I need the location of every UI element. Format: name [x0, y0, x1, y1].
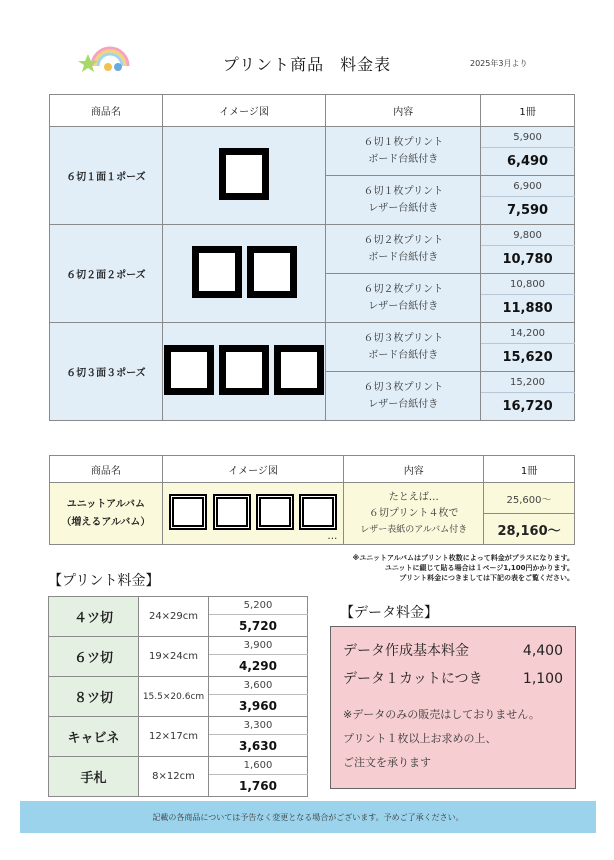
print-dimensions: 15.5×20.6cm: [139, 677, 209, 717]
product-description: ６切１枚プリント レザー台紙付き: [326, 176, 481, 225]
column-header: 商品名: [50, 95, 163, 127]
data-cut-fee: [343, 665, 563, 693]
print-size: ８ツ切: [49, 677, 139, 717]
price-with-tax: 3,630: [209, 735, 308, 757]
data-base-label: データ作成基本料金: [343, 643, 469, 659]
price-regular: 25,600～: [484, 483, 575, 514]
album-price-table: [49, 455, 575, 545]
print-fee-table: [48, 596, 308, 797]
table-row: [49, 597, 308, 615]
price-with-tax: 16,720: [481, 393, 575, 421]
album-page-icon: [256, 494, 294, 530]
data-fee-box: [330, 626, 576, 789]
product-description: ６切３枚プリント レザー台紙付き: [326, 372, 481, 421]
table-row: [50, 225, 575, 246]
product-image: [162, 483, 344, 545]
print-frame-icon: [164, 345, 214, 395]
product-image: [162, 127, 326, 225]
table-row: [50, 323, 575, 344]
data-base-price: 4,400: [522, 643, 563, 659]
print-dimensions: 12×17cm: [139, 717, 209, 757]
price-with-tax: 7,590: [481, 197, 575, 225]
album-notes: ※ユニットアルバムはプリント枚数によって料金がプラスになります。 ユニットに綴じて貼る場合は１ページ1,100円かかります。 プリント料金につきましては下記の表をご覧ください。: [352, 554, 574, 582]
price-regular: 14,200: [481, 323, 575, 344]
print-frame-icon: [192, 246, 242, 298]
column-header: 商品名: [50, 456, 163, 483]
price-regular: 6,900: [481, 176, 575, 197]
print-fee-heading: 【プリント料金】: [48, 573, 160, 589]
table-row: [50, 483, 575, 514]
product-description: たとえば… ６切プリント４枚で レザー表紙のアルバム付き: [344, 483, 484, 545]
page-title: プリント商品 料金表: [222, 55, 392, 74]
data-base-fee: [343, 637, 563, 665]
print-frame-icon: [219, 148, 269, 200]
price-regular: 15,200: [481, 372, 575, 393]
product-name: ユニットアルバム （増えるアルバム）: [50, 483, 163, 545]
print-dimensions: 8×12cm: [139, 757, 209, 797]
data-fee-heading: 【データ料金】: [340, 605, 438, 621]
ellipsis-icon: …: [327, 531, 338, 542]
album-page-icon: [213, 494, 251, 530]
table-header-row: [50, 456, 575, 483]
price-regular: 3,300: [209, 717, 308, 735]
print-size: 手札: [49, 757, 139, 797]
product-name: ６切３面３ポーズ: [50, 323, 163, 421]
print-size: ４ツ切: [49, 597, 139, 637]
price-with-tax: 1,760: [209, 775, 308, 797]
price-with-tax: 3,960: [209, 695, 308, 717]
column-header: 内容: [326, 95, 481, 127]
product-image: [162, 323, 326, 421]
product-description: ６切２枚プリント レザー台紙付き: [326, 274, 481, 323]
table-row: [49, 637, 308, 655]
column-header: 内容: [344, 456, 484, 483]
product-name: ６切２面２ポーズ: [50, 225, 163, 323]
table-row: [49, 677, 308, 695]
column-header: 1冊: [481, 95, 575, 127]
product-description: ６切１枚プリント ボード台紙付き: [326, 127, 481, 176]
print-size: ６ツ切: [49, 637, 139, 677]
print-frame-icon: [247, 246, 297, 298]
price-with-tax: 11,880: [481, 295, 575, 323]
data-cut-label: データ１カットにつき: [343, 671, 483, 687]
table-row: [50, 127, 575, 148]
table-header-row: [50, 95, 575, 127]
column-header: イメージ図: [162, 95, 326, 127]
footer-notice: 記載の各商品については予告なく変更となる場合がございます。予めご了承ください。: [20, 801, 596, 833]
price-with-tax: 28,160～: [484, 514, 575, 545]
print-dimensions: 19×24cm: [139, 637, 209, 677]
price-regular: 5,200: [209, 597, 308, 615]
column-header: 1冊: [484, 456, 575, 483]
print-frame-icon: [274, 345, 324, 395]
effective-date: 2025年3月より: [470, 59, 528, 68]
price-with-tax: 15,620: [481, 344, 575, 372]
data-cut-price: 1,100: [522, 671, 563, 687]
product-description: ６切２枚プリント ボード台紙付き: [326, 225, 481, 274]
product-description: ６切３枚プリント ボード台紙付き: [326, 323, 481, 372]
column-header: イメージ図: [162, 456, 344, 483]
price-with-tax: 5,720: [209, 615, 308, 637]
print-size: キャビネ: [49, 717, 139, 757]
price-regular: 3,600: [209, 677, 308, 695]
album-page-icon: [169, 494, 207, 530]
data-fee-note: ※データのみの販売はしておりません。 プリント１枚以上お求めの上、 ご注文を承ります: [343, 708, 540, 769]
price-with-tax: 4,290: [209, 655, 308, 677]
price-regular: 10,800: [481, 274, 575, 295]
album-page-icon: [299, 494, 337, 530]
table-row: [49, 757, 308, 775]
price-with-tax: 10,780: [481, 246, 575, 274]
print-frame-icon: [219, 345, 269, 395]
table-row: [49, 717, 308, 735]
price-regular: 3,900: [209, 637, 308, 655]
product-price-table: [49, 94, 575, 421]
price-regular: 5,900: [481, 127, 575, 148]
price-with-tax: 6,490: [481, 148, 575, 176]
price-regular: 1,600: [209, 757, 308, 775]
product-name: ６切１面１ポーズ: [50, 127, 163, 225]
print-dimensions: 24×29cm: [139, 597, 209, 637]
price-regular: 9,800: [481, 225, 575, 246]
product-image: [162, 225, 326, 323]
